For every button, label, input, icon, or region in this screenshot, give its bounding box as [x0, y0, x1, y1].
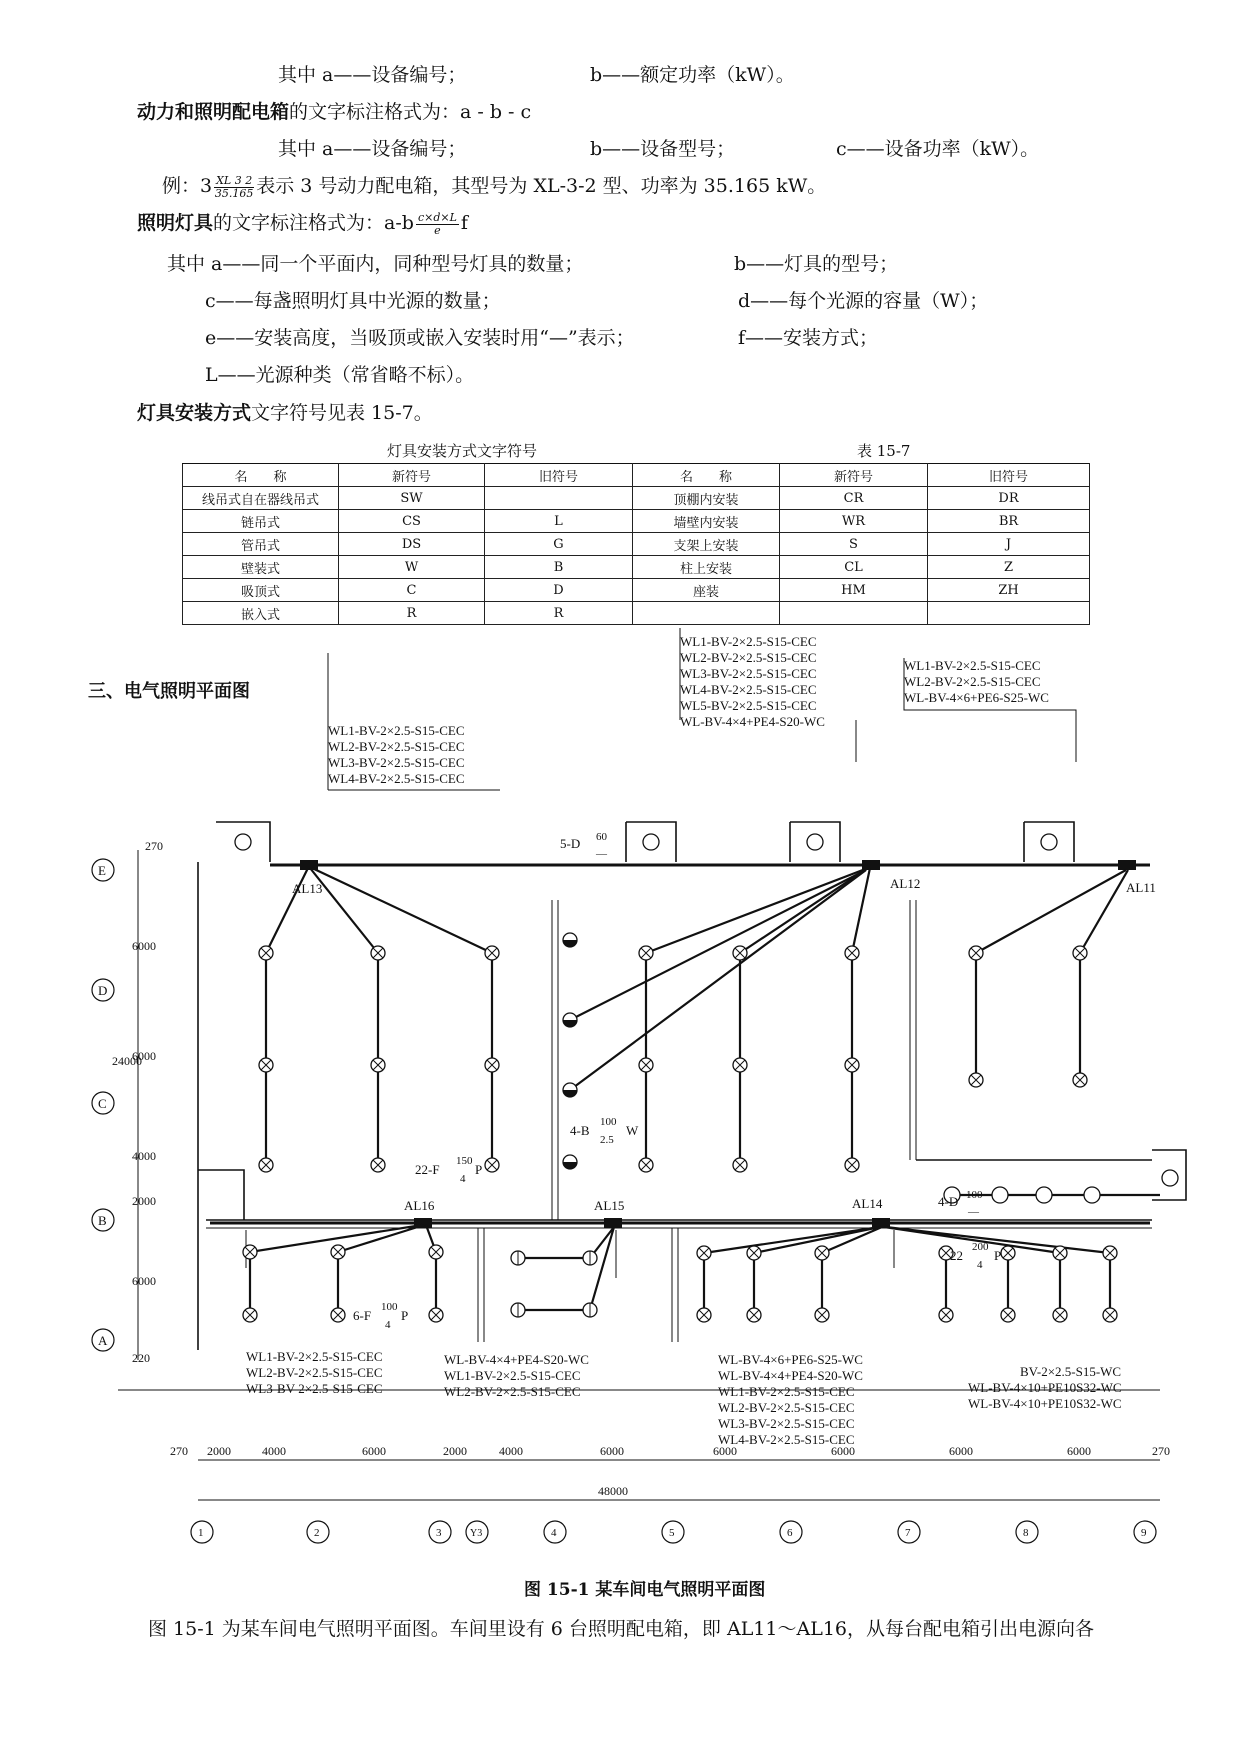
lamp-note-den: —: [968, 1206, 979, 1218]
lamp-note-a: 22: [950, 1248, 963, 1263]
text-l8b: f——安装方式；: [738, 327, 879, 349]
plan-text: [98, 634, 1170, 1539]
wiring-label: WL3-BV-2×2.5-S15-CEC: [328, 755, 465, 770]
table-cell: L: [485, 510, 633, 533]
table-cell: [928, 602, 1090, 625]
table-cell: SW: [339, 487, 485, 510]
lamp-note-den: 2.5: [600, 1134, 614, 1146]
line-5: [137, 211, 468, 237]
table-cell: CL: [780, 556, 928, 579]
lamp-crosses: [245, 948, 1115, 1320]
wiring-label: WL3-BV-2×2.5-S15-CEC: [680, 666, 817, 681]
axis-label: 1: [198, 1527, 204, 1539]
wiring-label: WL-BV-4×6+PE6-S25-WC: [718, 1352, 863, 1367]
text-l10-bold: 灯具安装方式: [137, 402, 252, 424]
wiring-label: WL3-BV-2×2.5-S15-CEC: [718, 1416, 855, 1431]
wiring-label: WL2-BV-2×2.5-S15-CEC: [904, 674, 1041, 689]
table-cell: DR: [928, 487, 1090, 510]
lamp-note-f: W: [626, 1123, 639, 1138]
dim-label: 4000: [262, 1444, 286, 1458]
table-cell: HM: [780, 579, 928, 602]
wiring-label: WL2-BV-2×2.5-S15-CEC: [246, 1365, 383, 1380]
frac-num: c×d×L: [417, 210, 457, 224]
table-header: 名 称: [633, 464, 780, 487]
lamp-icon: [235, 834, 251, 850]
text-l8a: e——安装高度，当吸顶或嵌入安装时用“—”表示；: [205, 327, 635, 349]
panel-al11: [1118, 860, 1136, 870]
dim-label: 4000: [132, 1149, 156, 1163]
lamp-note-a: 4-D: [938, 1194, 959, 1209]
text-l5-f: f: [460, 212, 468, 234]
panel-label: AL13: [292, 881, 323, 896]
text-l7a: c——每盏照明灯具中光源的数量；: [205, 290, 501, 312]
table-cell: 顶棚内安装: [633, 487, 780, 510]
table-title: 灯具安装方式文字符号: [387, 442, 538, 460]
panel-label: AL12: [890, 876, 921, 891]
dim-label: 220: [132, 1351, 150, 1365]
lamp-note-a: 4-B: [570, 1123, 590, 1138]
axis-label: 7: [905, 1527, 911, 1539]
dim-label: 270: [170, 1444, 188, 1458]
dim-label: 6000: [949, 1444, 973, 1458]
wiring-label: WL1-BV-2×2.5-S15-CEC: [328, 723, 465, 738]
wiring-label: WL1-BV-2×2.5-S15-CEC: [904, 658, 1041, 673]
table-row: [183, 533, 1090, 556]
section-heading: 三、电气照明平面图: [88, 681, 250, 702]
table-cell: [485, 487, 633, 510]
lamp-note-num: 150: [456, 1155, 473, 1167]
panel-label: AL16: [404, 1198, 435, 1213]
line-2: [137, 100, 531, 124]
dim-label: 2000: [443, 1444, 467, 1458]
wiring-label: BV-2×2.5-S15-WC: [1020, 1364, 1122, 1379]
lamp-note-a: 22-F: [415, 1162, 440, 1177]
dim-label: 6000: [132, 1049, 156, 1063]
lamp-icon: [1162, 1170, 1178, 1186]
text-l4-pre: 例：3: [162, 175, 213, 197]
table-cell: CS: [339, 510, 485, 533]
axis-label: 3: [436, 1527, 442, 1539]
table-cell: G: [485, 533, 633, 556]
axis-label: B: [98, 1213, 107, 1228]
table-header: 新符号: [780, 464, 928, 487]
lamp-note-a: 6-F: [353, 1308, 372, 1323]
line-8: [205, 326, 879, 350]
panel-label: AL15: [594, 1198, 625, 1213]
axis-label: 4: [551, 1527, 557, 1539]
table-number: 表 15-7: [857, 442, 911, 460]
figure-caption: 图 15-1 某车间电气照明平面图: [524, 1580, 766, 1600]
mounting-symbol-table: [182, 463, 1090, 625]
dim-total: 24000: [112, 1054, 142, 1068]
table-cell: WR: [780, 510, 928, 533]
fraction-l4: [214, 175, 254, 200]
line-1: [278, 63, 795, 87]
table-cell: BR: [928, 510, 1090, 533]
axis-label: 5: [669, 1527, 675, 1539]
table-cell: C: [339, 579, 485, 602]
lamp-note-f: P: [475, 1162, 483, 1177]
table-cell: 柱上安装: [633, 556, 780, 579]
table-cell: DS: [339, 533, 485, 556]
dim-label: 2000: [207, 1444, 231, 1458]
text-l3b: b——设备型号；: [590, 138, 736, 160]
table-cell: 管吊式: [183, 533, 339, 556]
text-l10-rest: 文字符号见表 15-7。: [251, 402, 433, 424]
table-cell: J: [928, 533, 1090, 556]
table-header: 名 称: [183, 464, 339, 487]
frac-den: e: [434, 223, 441, 237]
table-cell: W: [339, 556, 485, 579]
wiring-label: WL4-BV-2×2.5-S15-CEC: [718, 1432, 855, 1447]
text-l5-bold: 照明灯具: [137, 212, 214, 234]
dim-label: 2000: [132, 1194, 156, 1208]
text-l3c: c——设备功率（kW）。: [836, 138, 1040, 160]
lamp-icon: [807, 834, 823, 850]
wiring-label: WL2-BV-2×2.5-S15-CEC: [328, 739, 465, 754]
dim-label: 6000: [713, 1444, 737, 1458]
table-cell: D: [485, 579, 633, 602]
table-header: 新符号: [339, 464, 485, 487]
table-cell: R: [485, 602, 633, 625]
body-last-line: 图 15-1 为某车间电气照明平面图。车间里设有 6 台照明配电箱，即 AL11～AL16，从每台配电箱引出电源向各: [148, 1618, 1095, 1640]
text-l6b: b——灯具的型号；: [734, 253, 899, 275]
text-l6a: 其中 a——同一个平面内，同种型号灯具的数量；: [167, 253, 584, 275]
table-header: 旧符号: [485, 464, 633, 487]
panel-label: AL14: [852, 1196, 883, 1211]
frac-num: XL 3 2: [216, 173, 253, 187]
table-cell: 壁装式: [183, 556, 339, 579]
lamp-note-den: 4: [977, 1259, 983, 1271]
dim-label: 270: [1152, 1444, 1170, 1458]
text-l3a: 其中 a——设备编号；: [278, 138, 467, 160]
text-l1b: b——额定功率（kW）。: [590, 64, 795, 86]
lamp-note-f: P: [994, 1248, 1002, 1263]
table-cell: 墙壁内安装: [633, 510, 780, 533]
table-cell: 支架上安装: [633, 533, 780, 556]
lamp-note-num: 60: [596, 831, 607, 843]
lamp-note-num: 200: [972, 1241, 989, 1253]
wiring-label: WL1-BV-2×2.5-S15-CEC: [718, 1384, 855, 1399]
text-l9: L——光源种类（常省略不标）。: [205, 364, 475, 386]
plan-walls: [198, 822, 1186, 1350]
table-cell: B: [485, 556, 633, 579]
line-4: [162, 174, 826, 200]
wiring-label: WL-BV-4×6+PE6-S25-WC: [904, 690, 1049, 705]
text-l2-bold: 动力和照明配电箱: [137, 101, 290, 123]
line-7: [205, 289, 989, 313]
wiring-label: WL-BV-4×4+PE4-S20-WC: [680, 714, 825, 729]
table-cell: Z: [928, 556, 1090, 579]
axis-label: E: [98, 863, 106, 878]
lamp-icon: [992, 1187, 1008, 1203]
wiring-label: WL-BV-4×10+PE10S32-WC: [968, 1396, 1122, 1411]
lamp-note-num: 100: [600, 1116, 617, 1128]
dim-label: 6000: [362, 1444, 386, 1458]
lamp-icon: [1084, 1187, 1100, 1203]
lamp-icon: [1036, 1187, 1052, 1203]
table-cell: 链吊式: [183, 510, 339, 533]
line-9: [205, 363, 474, 387]
table-cell: 吸顶式: [183, 579, 339, 602]
table-row: [183, 602, 1090, 625]
fraction-l5: [416, 212, 459, 237]
lamp-note-den: 4: [385, 1319, 391, 1331]
table-cell: 嵌入式: [183, 602, 339, 625]
panel-label: AL11: [1126, 880, 1156, 895]
table-cell: R: [339, 602, 485, 625]
table-row: [183, 487, 1090, 510]
table-cell: 线吊式自在器线吊式: [183, 487, 339, 510]
table-cell: [633, 602, 780, 625]
dim-label: 270: [145, 839, 163, 853]
text-l2-rest: 的文字标注格式为：a - b - c: [289, 101, 532, 123]
line-6: [167, 252, 899, 276]
dim-label: 6000: [600, 1444, 624, 1458]
lamp-note-num: 100: [966, 1189, 983, 1201]
lamp-note-f: P: [401, 1308, 409, 1323]
dim-label: 6000: [1067, 1444, 1091, 1458]
table-header-row: [183, 464, 1090, 487]
table-row: [183, 579, 1090, 602]
text-l7b: d——每个光源的容量（W）；: [738, 290, 989, 312]
lamp-note-den: —: [596, 848, 607, 860]
axis-label: 9: [1141, 1527, 1147, 1539]
axis-label: 8: [1023, 1527, 1029, 1539]
axis-label: 6: [787, 1527, 793, 1539]
axis-label: A: [98, 1333, 108, 1348]
lamp-note-a: 5-D: [560, 836, 581, 851]
table-header: 旧符号: [928, 464, 1090, 487]
lamp-icon: [1041, 834, 1057, 850]
axis-label: 2: [314, 1527, 320, 1539]
wiring-label: WL2-BV-2×2.5-S15-CEC: [680, 650, 817, 665]
axis-label: C: [98, 1096, 107, 1111]
table-cell: [780, 602, 928, 625]
table-row: [183, 510, 1090, 533]
wiring-label: WL-BV-4×10+PE10S32-WC: [968, 1380, 1122, 1395]
lamp-note-num: 100: [381, 1301, 398, 1313]
wiring-label: WL3-BV-2×2.5-S15-CEC: [246, 1381, 383, 1396]
dim-label: 6000: [132, 939, 156, 953]
dim-label: 6000: [132, 1274, 156, 1288]
wiring-label: WL1-BV-2×2.5-S15-CEC: [680, 634, 817, 649]
table-cell: 座装: [633, 579, 780, 602]
line-10: [137, 401, 433, 425]
wiring-label: WL-BV-4×4+PE4-S20-WC: [718, 1368, 863, 1383]
wiring-label: WL1-BV-2×2.5-S15-CEC: [246, 1349, 383, 1364]
wiring-label: WL5-BV-2×2.5-S15-CEC: [680, 698, 817, 713]
wiring-label: WL4-BV-2×2.5-S15-CEC: [328, 771, 465, 786]
dim-label: 6000: [831, 1444, 855, 1458]
table-cell: ZH: [928, 579, 1090, 602]
table-cell: S: [780, 533, 928, 556]
axis-label: D: [98, 983, 108, 998]
dim-total: 48000: [598, 1484, 628, 1498]
frac-den: 35.165: [214, 186, 254, 200]
text-l4-post: 表示 3 号动力配电箱，其型号为 XL-3-2 型、功率为 35.165 kW。: [256, 175, 827, 197]
text-l1a: 其中 a——设备编号；: [278, 64, 467, 86]
wiring-label: WL-BV-4×4+PE4-S20-WC: [444, 1352, 589, 1367]
wiring-label: WL2-BV-2×2.5-S15-CEC: [718, 1400, 855, 1415]
table-row: [183, 556, 1090, 579]
axis-label: Y3: [470, 1528, 483, 1539]
lamp-icon: [643, 834, 659, 850]
line-3: [278, 137, 1040, 161]
wiring-label: WL2-BV-2×2.5-S15-CEC: [444, 1384, 581, 1399]
table-cell: CR: [780, 487, 928, 510]
dim-label: 4000: [499, 1444, 523, 1458]
wiring-label: WL4-BV-2×2.5-S15-CEC: [680, 682, 817, 697]
text-l5-rest: 的文字标注格式为：a-b: [213, 212, 414, 234]
wiring-label: WL1-BV-2×2.5-S15-CEC: [444, 1368, 581, 1383]
lamp-note-den: 4: [460, 1173, 466, 1185]
